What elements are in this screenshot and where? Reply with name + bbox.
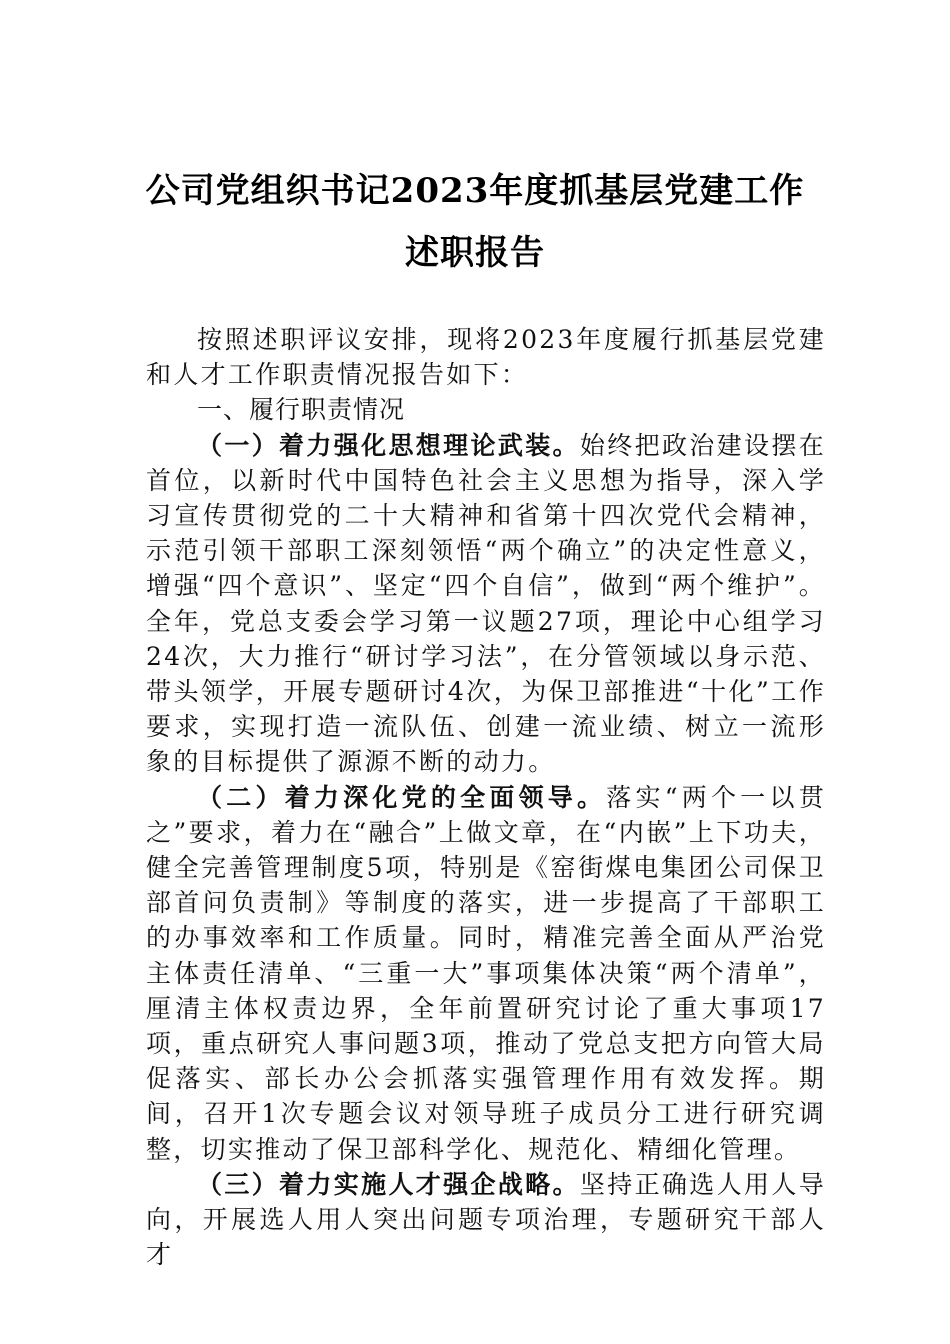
item-lead-2: （二）着力深化党的全面领导。: [197, 782, 607, 812]
section-heading: 一、履行职责情况: [197, 395, 406, 425]
item-text-1: 始终把政治建设摆在首位，以新时代中国特色社会主义思想为指导，深入学习宣传贯彻党的二十大精神和省第十四次党代会精神，示范引领干部职工深刻领悟“两个确立”的决定性意义，增强“四个意识”、坚定“四个自信”，做到“两个维护”。全年，党总支委会学习第一议题27项，理论中心组学习24次，大力推行“研讨学习法”，在分管领域以身示范、带头领学，开展专题研讨4次，为保卫部推进“十化”工作要求，实现打造一流队伍、创建一流业绩、树立一流形象的目标提供了源源不断的动力。: [146, 430, 827, 777]
item-lead-1: （一）着力强化思想理论武装。: [197, 430, 580, 460]
document-body: [146, 322, 826, 1272]
item-paragraph-1: [146, 428, 826, 780]
item-lead-3: （三）着力实施人才强企战略。: [197, 1169, 580, 1199]
document-title-line1: 公司党组织书记2023年度抓基层党建工作: [145, 171, 805, 211]
item-paragraph-3: [146, 1167, 826, 1273]
intro-paragraph: 按照述职评议安排，现将2023年度履行抓基层党建和人才工作职责情况报告如下：: [146, 325, 826, 390]
document-title-line2: 述职报告: [405, 233, 545, 273]
item-text-2: 落实“两个一以贯之”要求，着力在“融合”上做文章，在“内嵌”上下功夫，健全完善管理制度5项，特别是《窑街煤电集团公司保卫部首问负责制》等制度的落实，进一步提高了干部职工的办事效率和工作质量。同时，精准完善全面从严治党主体责任清单、“三重一大”事项集体决策“两个清单”，厘清主体权责边界，全年前置研究讨论了重大事项17项，重点研究人事问题3项，推动了党总支把方向管大局促落实、部长办公会抓落实强管理作用有效发挥。期间，召开1次专题会议对领导班子成员分工进行研究调整，切实推动了保卫部科学化、规范化、精细化管理。: [146, 782, 826, 1164]
item-paragraph-2: [146, 780, 826, 1167]
item-text-3: 坚持正确选人用人导向，开展选人用人突出问题专项治理，专题研究干部人才: [146, 1169, 827, 1270]
